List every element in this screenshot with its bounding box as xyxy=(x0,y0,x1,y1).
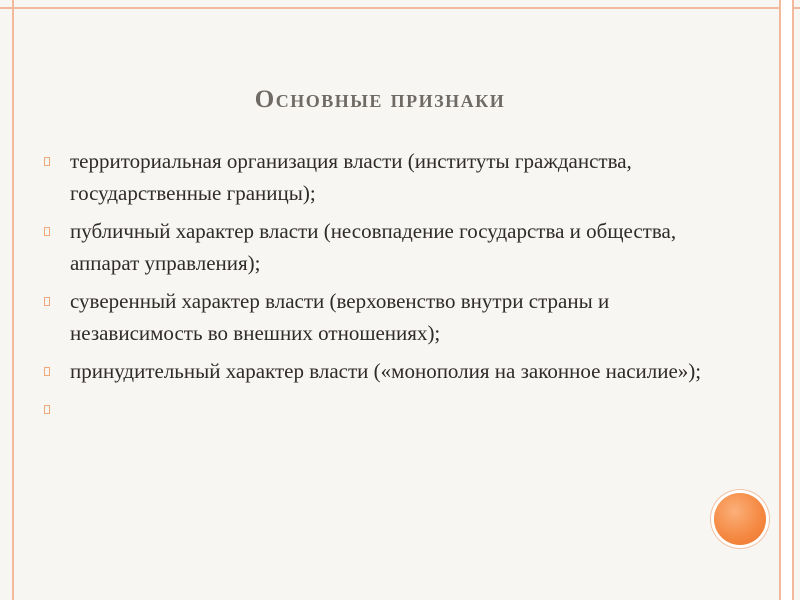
bullet-text: территориальная организация власти (институты гражданства, государственные границы); xyxy=(70,149,632,205)
frame-top-line xyxy=(0,7,800,9)
bullet-marker-icon xyxy=(44,297,50,306)
frame-right-outer-line xyxy=(792,0,794,600)
bullet-text: публичный характер власти (несовпадение государства и общества, аппарат управления); xyxy=(70,219,677,275)
bullet-list xyxy=(44,145,724,431)
frame-right-inner-line xyxy=(779,0,781,600)
bullet-item xyxy=(44,215,724,279)
bullet-marker-icon xyxy=(44,405,50,414)
decorative-orange-circle xyxy=(714,493,766,545)
bullet-item xyxy=(44,285,724,349)
bullet-item xyxy=(44,145,724,209)
bullet-item xyxy=(44,393,724,425)
slide-title: Основные признаки xyxy=(254,86,506,113)
bullet-marker-icon xyxy=(44,367,50,376)
bullet-item xyxy=(44,355,724,387)
frame-right-band xyxy=(781,0,792,600)
bullet-text: суверенный характер власти (верховенство внутри страны и независимость во внешних отношениях); xyxy=(70,289,610,345)
bullet-marker-icon xyxy=(44,227,50,236)
bullet-marker-icon xyxy=(44,157,50,166)
bullet-text: принудительный характер власти («монополия на законное насилие»); xyxy=(70,359,702,383)
